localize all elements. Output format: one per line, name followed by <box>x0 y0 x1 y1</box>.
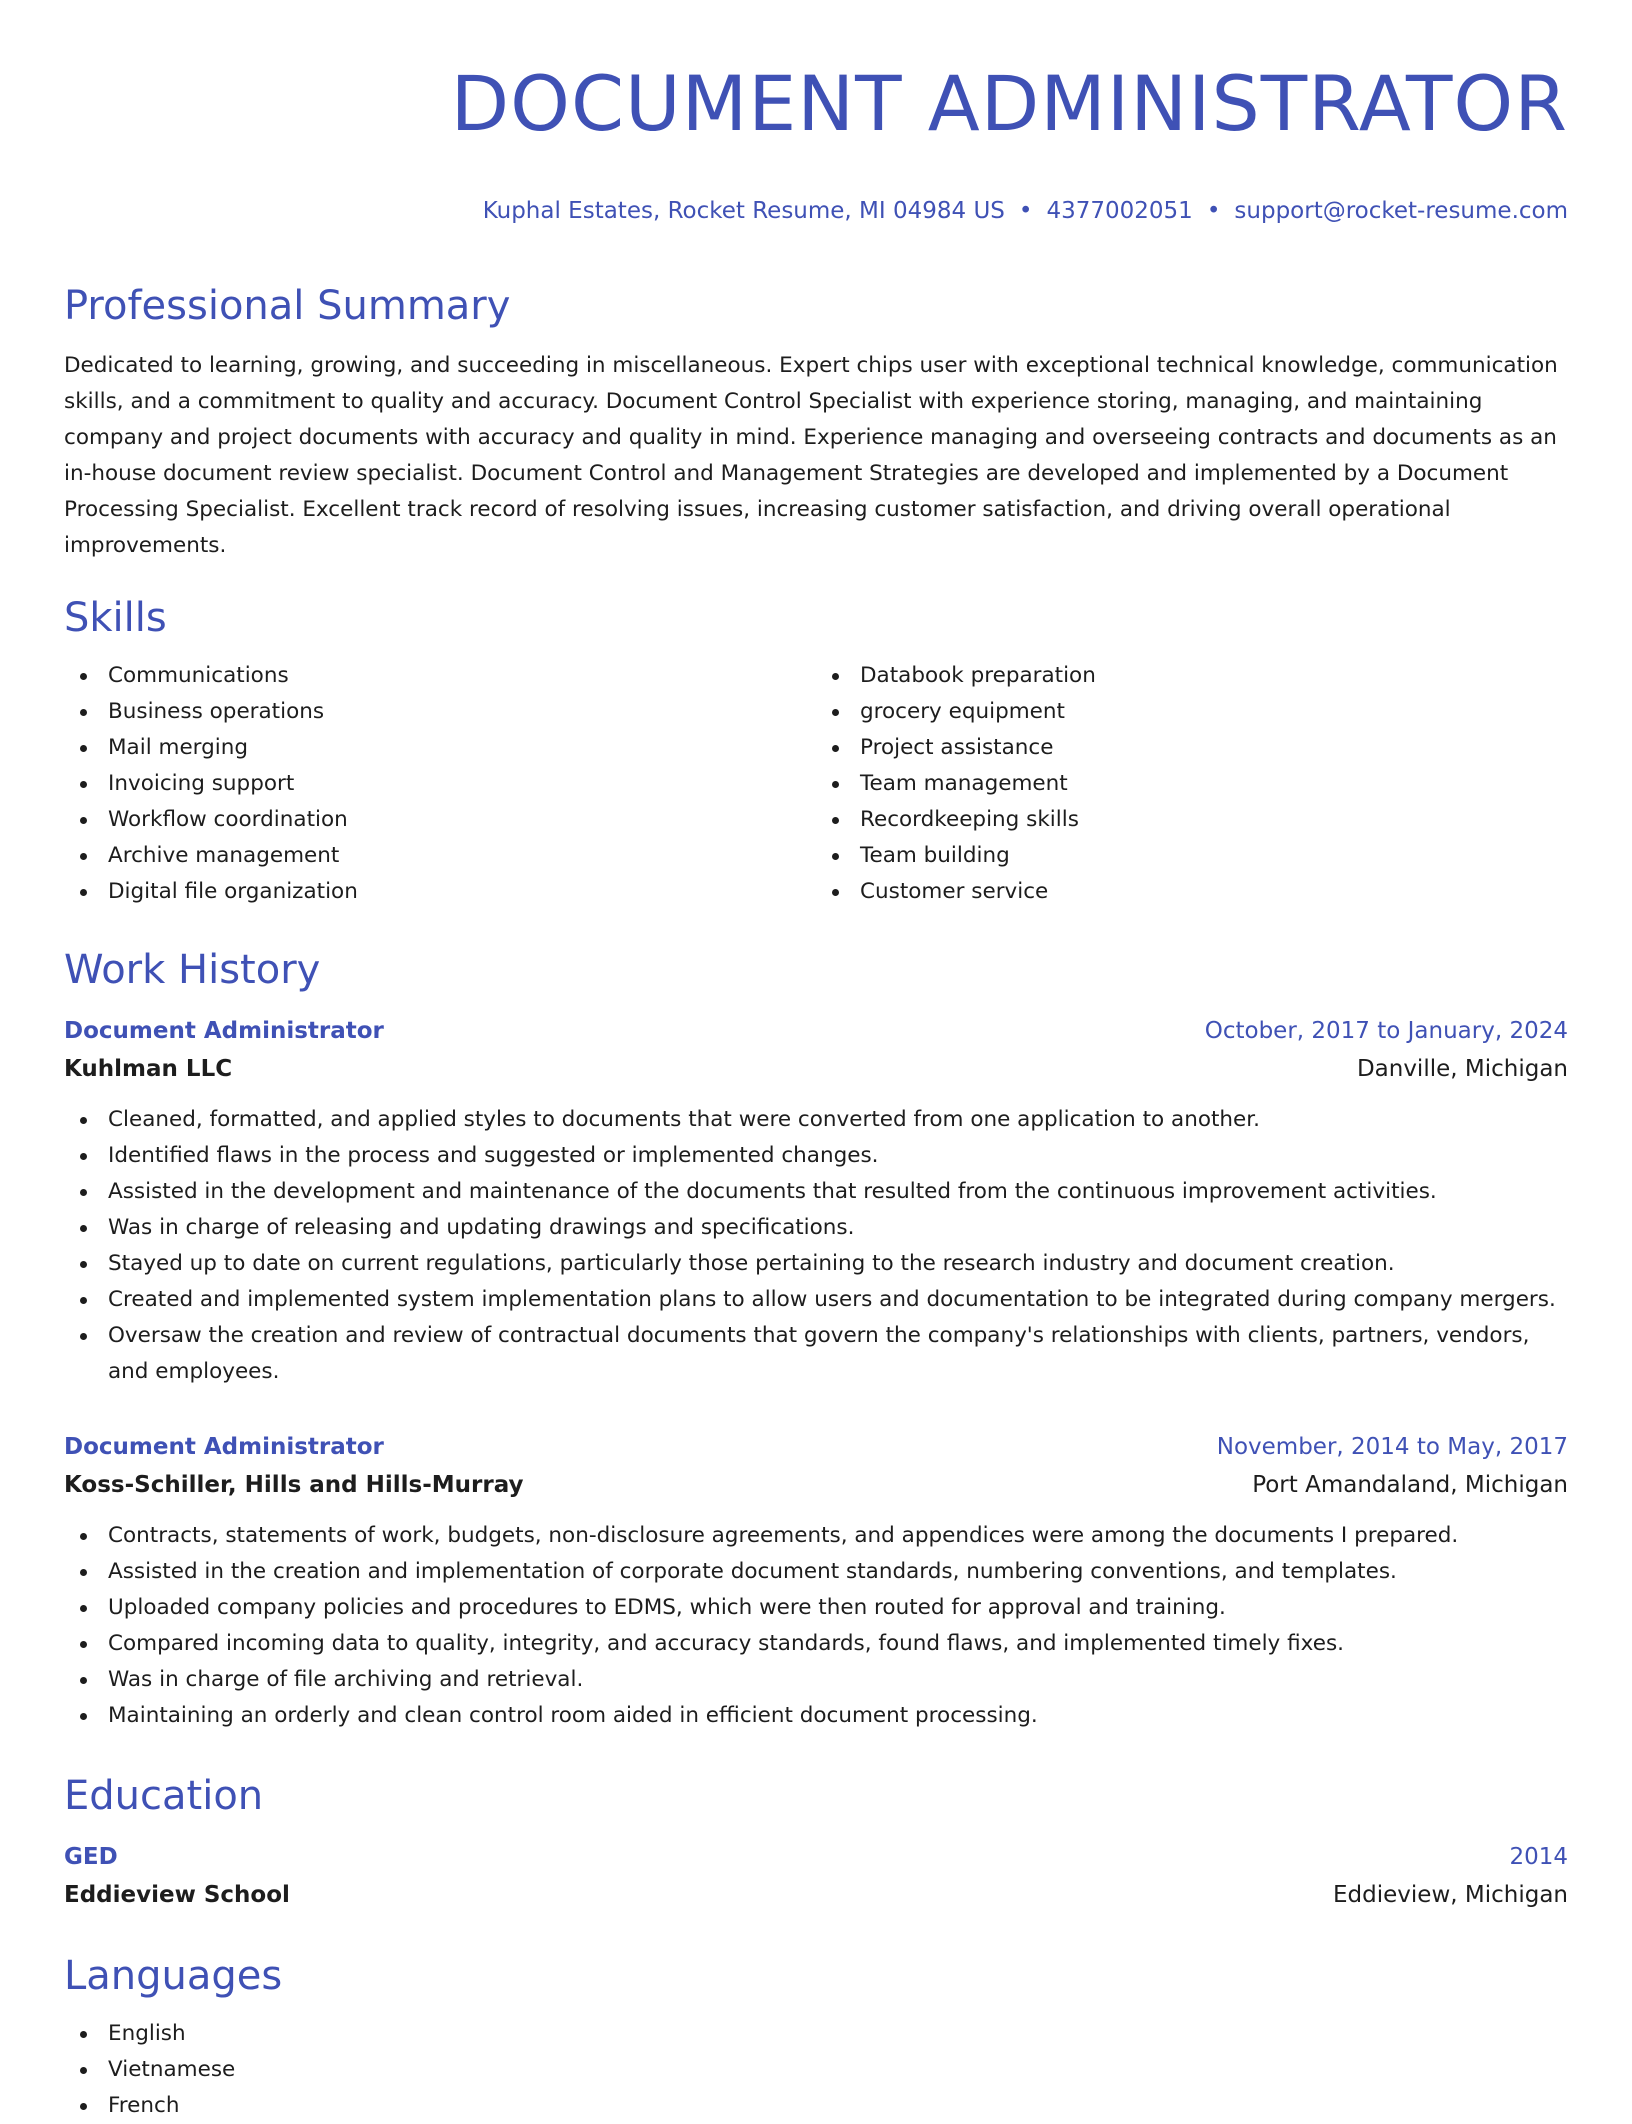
contact-address: Kuphal Estates, Rocket Resume, MI 04984 US <box>482 198 1005 224</box>
skills-list <box>64 658 1568 910</box>
job-duty-item: Created and implemented system implementation plans to allow users and documentation to be integrated during company mergers. <box>64 1282 1568 1318</box>
education-school: Eddieview School <box>64 1882 290 1908</box>
job-title: Document Administrator <box>64 1018 384 1044</box>
contact-line <box>64 196 1568 226</box>
job-duty-item: Cleaned, formatted, and applied styles to documents that were converted from one application to another. <box>64 1102 1568 1138</box>
skill-item: grocery equipment <box>816 694 1568 730</box>
education-degree: GED <box>64 1844 118 1870</box>
job-location: Danville, Michigan <box>1356 1056 1568 1082</box>
job-duty-item: Stayed up to date on current regulations, particularly those pertaining to the research industry and document creation. <box>64 1246 1568 1282</box>
job-duties <box>64 1102 1568 1390</box>
job-duty-item: Assisted in the development and maintenance of the documents that resulted from the continuous improvement activities. <box>64 1174 1568 1210</box>
skill-item: Digital file organization <box>64 874 816 910</box>
contact-separator: • <box>1206 198 1221 224</box>
skills-column-left <box>64 658 816 910</box>
section-heading-languages: Languages <box>64 1953 283 1999</box>
job-dates: November, 2014 to May, 2017 <box>1216 1434 1568 1460</box>
education-year: 2014 <box>1509 1844 1568 1870</box>
job-duty-item: Identified flaws in the process and suggested or implemented changes. <box>64 1138 1568 1174</box>
languages-list <box>64 2016 1568 2124</box>
job-duty-item: Was in charge of releasing and updating drawings and specifications. <box>64 1210 1568 1246</box>
job-duty-item: Contracts, statements of work, budgets, non-disclosure agreements, and appendices were among the documents I prepared. <box>64 1518 1568 1554</box>
job-duty-item: Maintaining an orderly and clean control room aided in efficient document processing. <box>64 1698 1568 1734</box>
skill-item: Invoicing support <box>64 766 816 802</box>
skill-item: Workflow coordination <box>64 802 816 838</box>
skill-item: Team building <box>816 838 1568 874</box>
job-entry <box>64 1428 1568 1734</box>
job-company: Kuhlman LLC <box>64 1056 233 1082</box>
summary-text: Dedicated to learning, growing, and succeeding in miscellaneous. Expert chips user with exceptional technical knowledge, communication skills, and a commitment to quality and accuracy. Document Control Specialist with experience storing, managing, and maintaining company and project documents with accuracy and quality in mind. Experience managing and overseeing contracts and documents as an in-house document review specialist. Document Control and Management Strategies are developed and implemented by a Document Processing Specialist. Excellent track record of resolving issues, increasing customer satisfaction, and driving overall operational improvements. <box>64 353 1558 558</box>
skill-item: Mail merging <box>64 730 816 766</box>
contact-separator: • <box>1018 198 1033 224</box>
contact-phone[interactable]: 4377002051 <box>1046 198 1193 224</box>
job-duty-item: Compared incoming data to quality, integrity, and accuracy standards, found flaws, and implemented timely fixes. <box>64 1626 1568 1662</box>
job-duties <box>64 1518 1568 1734</box>
skill-item: Team management <box>816 766 1568 802</box>
job-entry <box>64 1012 1568 1390</box>
job-title: Document Administrator <box>64 1434 384 1460</box>
job-dates: October, 2017 to January, 2024 <box>1204 1018 1568 1044</box>
skill-item: Archive management <box>64 838 816 874</box>
job-duty-item: Was in charge of file archiving and retrieval. <box>64 1662 1568 1698</box>
job-duty-item: Assisted in the creation and implementation of corporate document standards, numbering conventions, and templates. <box>64 1554 1568 1590</box>
language-item: French <box>64 2088 1568 2124</box>
job-duty-item: Oversaw the creation and review of contractual documents that govern the company's relationships with clients, partners, vendors, and employees. <box>64 1318 1568 1390</box>
contact-email[interactable]: support@rocket-resume.com <box>1234 198 1568 224</box>
skills-column-right <box>816 658 1568 910</box>
section-heading-work-history: Work History <box>64 947 321 993</box>
language-item: Vietnamese <box>64 2052 1568 2088</box>
resume-title: DOCUMENT ADMINISTRATOR <box>450 59 1568 148</box>
section-heading-education: Education <box>64 1773 264 1819</box>
job-duty-item: Uploaded company policies and procedures to EDMS, which were then routed for approval and training. <box>64 1590 1568 1626</box>
skill-item: Communications <box>64 658 816 694</box>
skill-item: Project assistance <box>816 730 1568 766</box>
skill-item: Recordkeeping skills <box>816 802 1568 838</box>
skill-item: Business operations <box>64 694 816 730</box>
education-entry <box>64 1838 1568 1914</box>
section-heading-summary: Professional Summary <box>64 283 511 329</box>
language-item: English <box>64 2016 1568 2052</box>
education-location: Eddieview, Michigan <box>1333 1882 1568 1908</box>
skill-item: Databook preparation <box>816 658 1568 694</box>
job-location: Port Amandaland, Michigan <box>1252 1472 1568 1498</box>
skill-item: Customer service <box>816 874 1568 910</box>
section-heading-skills: Skills <box>64 595 167 641</box>
job-company: Koss-Schiller, Hills and Hills-Murray <box>64 1472 524 1498</box>
